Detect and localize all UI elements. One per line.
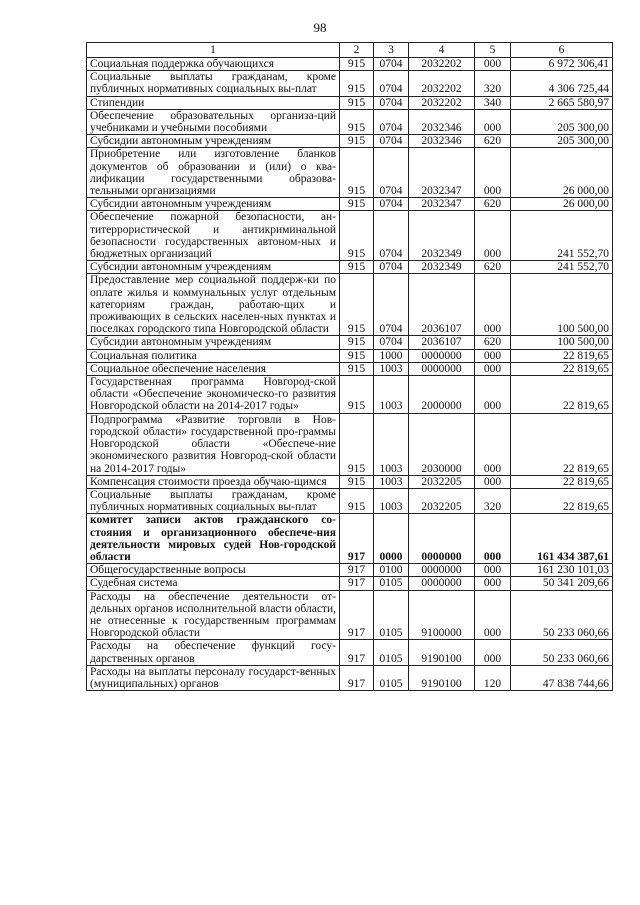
target-article-cell: 2032205: [409, 488, 475, 513]
amount-cell: 50 341 209,66: [511, 577, 613, 590]
expense-type-cell: 620: [475, 135, 511, 148]
amount-cell: 161 230 101,03: [511, 564, 613, 577]
row-name-cell: Судебная система: [87, 577, 340, 590]
table-row: [87, 336, 613, 349]
section-code-cell: 0704: [374, 135, 409, 148]
target-article-cell: 2032205: [409, 475, 475, 488]
target-article-cell: 9190100: [409, 665, 475, 690]
section-code-cell: 1003: [374, 413, 409, 475]
table-row: [87, 413, 613, 475]
row-name-cell: Социальные выплаты гражданам, кроме публичных нормативных социальных вы-плат: [87, 71, 340, 96]
table-row: [87, 58, 613, 71]
amount-cell: 161 434 387,61: [511, 514, 613, 564]
admin-code-cell: 917: [340, 665, 374, 690]
table-row: [87, 362, 613, 375]
section-code-cell: 0105: [374, 665, 409, 690]
section-code-cell: 0704: [374, 274, 409, 336]
admin-code-cell: 915: [340, 362, 374, 375]
section-code-cell: 0704: [374, 148, 409, 198]
row-name-cell: Субсидии автономным учреждениям: [87, 261, 340, 274]
expense-type-cell: 000: [475, 413, 511, 475]
admin-code-cell: 915: [340, 488, 374, 513]
amount-cell: 100 500,00: [511, 336, 613, 349]
table-row: [87, 514, 613, 564]
admin-code-cell: 917: [340, 577, 374, 590]
row-name-cell: Социальная поддержка обучающихся: [87, 58, 340, 71]
table-row: [87, 109, 613, 134]
amount-cell: 22 819,65: [511, 362, 613, 375]
table-row: [87, 274, 613, 336]
amount-cell: 241 552,70: [511, 211, 613, 261]
admin-code-cell: 915: [340, 58, 374, 71]
section-code-cell: 0105: [374, 640, 409, 665]
section-code-cell: 1003: [374, 362, 409, 375]
row-name-cell: Субсидии автономным учреждениям: [87, 336, 340, 349]
header-cell: 2: [340, 43, 374, 58]
budget-table: [86, 42, 613, 691]
row-name-cell: Обеспечение пожарной безопасности, ан-титеррористической и антикриминальной безопасности государственных автоном-ных и бюджетных организаций: [87, 211, 340, 261]
amount-cell: 22 819,65: [511, 475, 613, 488]
expense-type-cell: 000: [475, 640, 511, 665]
admin-code-cell: 917: [340, 640, 374, 665]
expense-type-cell: 000: [475, 362, 511, 375]
expense-type-cell: 000: [475, 58, 511, 71]
header-row: [87, 43, 613, 58]
row-name-cell: Обеспечение образовательных организа-ций учебниками и учебными пособиями: [87, 109, 340, 134]
header-cell: 6: [511, 43, 613, 58]
amount-cell: 26 000,00: [511, 148, 613, 198]
target-article-cell: 2030000: [409, 413, 475, 475]
row-name-cell: Государственная программа Новгород-ской области «Обеспечение экономическо-го развития Новгородской области на 2014-2017 годы»: [87, 376, 340, 414]
table-row: [87, 211, 613, 261]
admin-code-cell: 915: [340, 274, 374, 336]
target-article-cell: 9190100: [409, 640, 475, 665]
table-body: [87, 58, 613, 691]
expense-type-cell: 000: [475, 148, 511, 198]
amount-cell: 205 300,00: [511, 109, 613, 134]
row-name-cell: Общегосударственные вопросы: [87, 564, 340, 577]
expense-type-cell: 620: [475, 336, 511, 349]
header-cell: 4: [409, 43, 475, 58]
target-article-cell: 2032347: [409, 148, 475, 198]
table-row: [87, 475, 613, 488]
table-row: [87, 577, 613, 590]
amount-cell: 47 838 744,66: [511, 665, 613, 690]
admin-code-cell: 915: [340, 71, 374, 96]
admin-code-cell: 915: [340, 211, 374, 261]
row-name-cell: Социальное обеспечение населения: [87, 362, 340, 375]
expense-type-cell: 000: [475, 475, 511, 488]
table-row: [87, 148, 613, 198]
table-row: [87, 96, 613, 109]
page-number: 98: [313, 20, 327, 35]
table-row: [87, 135, 613, 148]
table-row: [87, 349, 613, 362]
expense-type-cell: 000: [475, 274, 511, 336]
target-article-cell: 9100000: [409, 590, 475, 640]
admin-code-cell: 915: [340, 413, 374, 475]
expense-type-cell: 620: [475, 261, 511, 274]
amount-cell: 22 819,65: [511, 488, 613, 513]
amount-cell: 6 972 306,41: [511, 58, 613, 71]
target-article-cell: 2036107: [409, 336, 475, 349]
admin-code-cell: 915: [340, 135, 374, 148]
table-row: [87, 198, 613, 211]
table-row: [87, 590, 613, 640]
target-article-cell: 2032349: [409, 261, 475, 274]
admin-code-cell: 915: [340, 376, 374, 414]
expense-type-cell: 000: [475, 109, 511, 134]
row-name-cell: Субсидии автономным учреждениям: [87, 198, 340, 211]
section-code-cell: 0704: [374, 198, 409, 211]
admin-code-cell: 915: [340, 349, 374, 362]
section-code-cell: 0704: [374, 96, 409, 109]
amount-cell: 50 233 060,66: [511, 590, 613, 640]
table-row: [87, 261, 613, 274]
admin-code-cell: 915: [340, 109, 374, 134]
section-code-cell: 0100: [374, 564, 409, 577]
admin-code-cell: 915: [340, 475, 374, 488]
header-cell: 1: [87, 43, 340, 58]
row-name-cell: Стипендии: [87, 96, 340, 109]
header-cell: 5: [475, 43, 511, 58]
row-name-cell: Приобретение или изготовление бланков документов об образовании и (или) о ква-лификации государственными образова-тельными организациями: [87, 148, 340, 198]
header-cell: 3: [374, 43, 409, 58]
row-name-cell: Субсидии автономным учреждениям: [87, 135, 340, 148]
admin-code-cell: 915: [340, 198, 374, 211]
target-article-cell: 2000000: [409, 376, 475, 414]
table-row: [87, 488, 613, 513]
expense-type-cell: 000: [475, 514, 511, 564]
target-article-cell: 2032202: [409, 96, 475, 109]
admin-code-cell: 917: [340, 590, 374, 640]
row-name-cell: Расходы на выплаты персоналу государст-венных (муниципальных) органов: [87, 665, 340, 690]
target-article-cell: 2032202: [409, 58, 475, 71]
section-code-cell: 1003: [374, 376, 409, 414]
target-article-cell: 2032349: [409, 211, 475, 261]
row-name-cell: Предоставление мер социальной поддерж-ки по оплате жилья и коммунальных услуг отдельным категориям граждан, работаю-щих и проживающих в сельских населен-ных пунктах и поселках городского типа Новгородской области: [87, 274, 340, 336]
section-code-cell: 1000: [374, 349, 409, 362]
expense-type-cell: 340: [475, 96, 511, 109]
row-name-cell: Расходы на обеспечение деятельности от-дельных органов исполнительной власти области, не отнесенные к государственным программам Новгородской области: [87, 590, 340, 640]
row-name-cell: Компенсация стоимости проезда обучаю-щимся: [87, 475, 340, 488]
target-article-cell: 0000000: [409, 577, 475, 590]
target-article-cell: 0000000: [409, 514, 475, 564]
admin-code-cell: 915: [340, 336, 374, 349]
target-article-cell: 2032346: [409, 135, 475, 148]
amount-cell: 22 819,65: [511, 349, 613, 362]
expense-type-cell: 320: [475, 488, 511, 513]
row-name-cell: Социальные выплаты гражданам, кроме публичных нормативных социальных вы-плат: [87, 488, 340, 513]
expense-type-cell: 320: [475, 71, 511, 96]
amount-cell: 22 819,65: [511, 376, 613, 414]
expense-type-cell: 620: [475, 198, 511, 211]
target-article-cell: 2036107: [409, 274, 475, 336]
section-code-cell: 0105: [374, 590, 409, 640]
table-row: [87, 640, 613, 665]
section-code-cell: 0704: [374, 261, 409, 274]
admin-code-cell: 917: [340, 514, 374, 564]
section-code-cell: 1003: [374, 488, 409, 513]
row-name-cell: Социальная политика: [87, 349, 340, 362]
amount-cell: 205 300,00: [511, 135, 613, 148]
section-code-cell: 1003: [374, 475, 409, 488]
expense-type-cell: 000: [475, 577, 511, 590]
section-code-cell: 0105: [374, 577, 409, 590]
target-article-cell: 2032346: [409, 109, 475, 134]
amount-cell: 50 233 060,66: [511, 640, 613, 665]
row-name-cell: Подпрограмма «Развитие торговли в Нов-городской области» государственной про-граммы Новгородской области «Обеспече-ние экономического развития Новгород-ской области на 2014-2017 годы»: [87, 413, 340, 475]
target-article-cell: 2032347: [409, 198, 475, 211]
target-article-cell: 0000000: [409, 349, 475, 362]
table-row: [87, 376, 613, 414]
section-code-cell: 0704: [374, 211, 409, 261]
amount-cell: 22 819,65: [511, 413, 613, 475]
amount-cell: 241 552,70: [511, 261, 613, 274]
admin-code-cell: 915: [340, 148, 374, 198]
table-row: [87, 665, 613, 690]
section-code-cell: 0704: [374, 58, 409, 71]
amount-cell: 4 306 725,44: [511, 71, 613, 96]
target-article-cell: 2032202: [409, 71, 475, 96]
expense-type-cell: 000: [475, 376, 511, 414]
expense-type-cell: 120: [475, 665, 511, 690]
admin-code-cell: 917: [340, 564, 374, 577]
admin-code-cell: 915: [340, 96, 374, 109]
amount-cell: 100 500,00: [511, 274, 613, 336]
section-code-cell: 0704: [374, 109, 409, 134]
expense-type-cell: 000: [475, 564, 511, 577]
table-row: [87, 564, 613, 577]
row-name-cell: комитет записи актов гражданского со-стояния и организационного обеспече-ния деятельности мировых судей Нов-городской области: [87, 514, 340, 564]
expense-type-cell: 000: [475, 590, 511, 640]
target-article-cell: 0000000: [409, 564, 475, 577]
expense-type-cell: 000: [475, 349, 511, 362]
amount-cell: 2 665 580,97: [511, 96, 613, 109]
admin-code-cell: 915: [340, 261, 374, 274]
target-article-cell: 0000000: [409, 362, 475, 375]
section-code-cell: 0704: [374, 336, 409, 349]
section-code-cell: 0704: [374, 71, 409, 96]
section-code-cell: 0000: [374, 514, 409, 564]
table-row: [87, 71, 613, 96]
expense-type-cell: 000: [475, 211, 511, 261]
amount-cell: 26 000,00: [511, 198, 613, 211]
row-name-cell: Расходы на обеспечение функций госу-дарственных органов: [87, 640, 340, 665]
